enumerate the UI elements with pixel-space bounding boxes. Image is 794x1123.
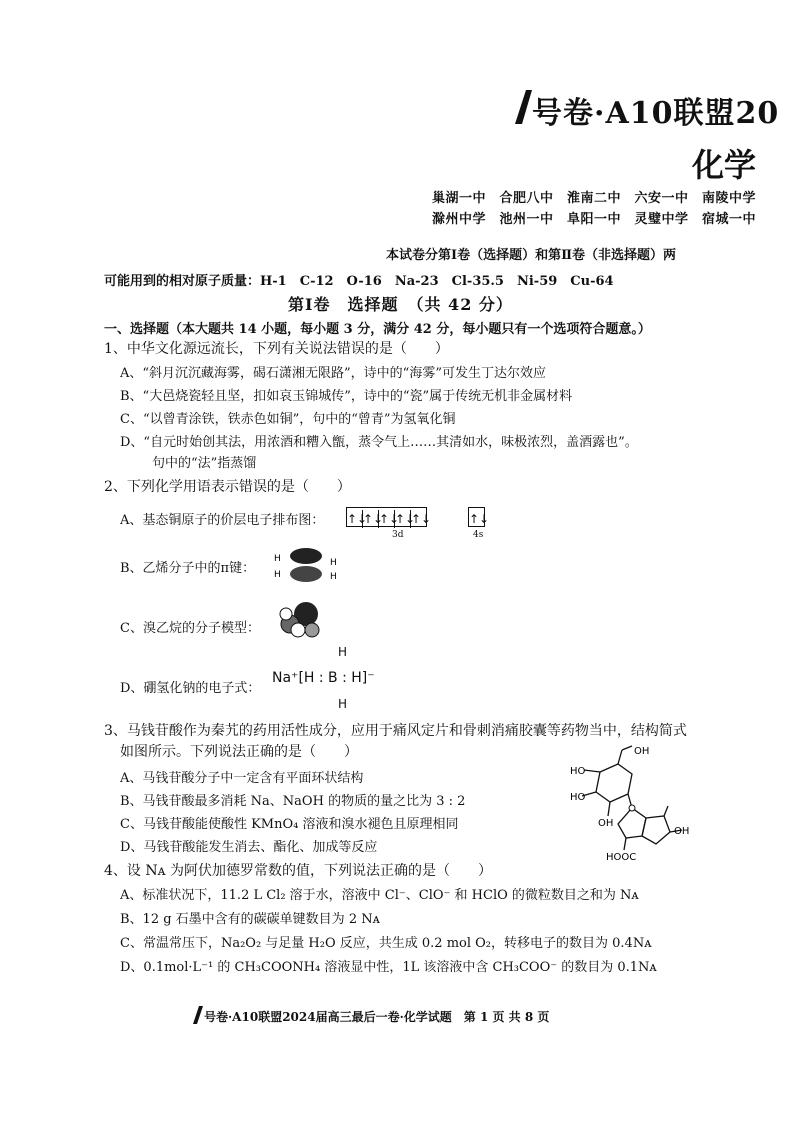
exam-note: 本试卷分第Ⅰ卷（选择题）和第Ⅱ卷（非选择题）两 <box>386 248 677 263</box>
q1-option-d-cont: 句中的“法”指蒸馏 <box>152 456 257 471</box>
q1-option-b: B、“大邑烧瓷轻且坚，扣如哀玉锦城传”，诗中的“瓷”属于传统无机非金属材料 <box>120 389 573 404</box>
q1-option-a: A、“斜月沉沉藏海雾，碣石潇湘无限路”，诗中的“海雾”可发生丁达尔效应 <box>120 366 546 381</box>
struct-oh-right: OH <box>674 826 690 837</box>
q4-option-d: D、0.1mol·L⁻¹ 的 CH₃COONH₄ 溶液显中性，1L 该溶液中含 CH₃COO⁻ 的数目为 0.1Nᴀ <box>120 960 657 975</box>
q3-option-c: C、马钱苷酸能使酸性 KMnO₄ 溶液和溴水褪色且原理相同 <box>120 817 459 832</box>
q1-option-d: D、“自元时始创其法，用浓酒和糟入甑，蒸令气上……其清如水，味极浓烈，盖酒露也”。 <box>120 435 638 450</box>
orbital-3d-cell: ↑↓ <box>379 512 400 526</box>
orbital-3d-box <box>346 507 432 527</box>
q3-stem: 3、马钱苷酸作为秦艽的药用活性成分，应用于痛风定片和骨刺消痛胶囊等药物当中，结构简式 <box>104 723 687 739</box>
struct-oh-bottom: OH <box>598 818 614 829</box>
orbital-3d-cell: ↑↓ <box>395 512 416 526</box>
bromoethane-model-figure <box>276 600 326 640</box>
q4-option-c: C、常温常压下，Na₂O₂ 与足量 H₂O 反应，共生成 0.2 mol O₂，转移电子的数目为 0.4Nᴀ <box>120 936 652 951</box>
q2-option-a: A、基态铜原子的价层电子排布图： <box>120 513 325 528</box>
q3-option-d: D、马钱苷酸能发生消去、酯化、加成等反应 <box>120 840 378 855</box>
q3-stem-cont: 如图所示。下列说法正确的是（ ） <box>120 744 358 760</box>
brand-logo-mark <box>512 88 534 126</box>
ethylene-pi-bond-figure <box>272 545 342 585</box>
section-title: 第Ⅰ卷 选择题 （共 42 分） <box>288 295 513 314</box>
schools-row-2: 滁州中学 池州一中 阜阳一中 灵璧中学 宿城一中 <box>432 212 757 227</box>
schools-row-1: 巢湖一中 合肥八中 淮南二中 六安一中 南陵中学 <box>432 191 757 206</box>
q2-option-b: B、乙烯分子中的π键： <box>120 561 256 576</box>
orbital-3d-cell: ↑↓ <box>411 512 432 526</box>
brand-title: 号卷·A10联盟20 <box>532 96 780 131</box>
q3-option-a: A、马钱苷酸分子中一定含有平面环状结构 <box>120 771 364 786</box>
loganic-acid-structure-figure <box>570 742 695 864</box>
q4-option-b: B、12 g 石墨中含有的碳碳单键数目为 2 Nᴀ <box>120 912 380 927</box>
q4-stem: 4、设 Nᴀ 为阿伏加德罗常数的值，下列说法正确的是（ ） <box>104 863 492 879</box>
orbital-4s-label: 4s <box>473 530 484 540</box>
electron-formula: Na⁺[H : B : H]⁻ <box>272 670 375 686</box>
q1-option-c: C、“以曾青涂铁，铁赤色如铜”，句中的“曾青”为氢氧化铜 <box>120 412 456 427</box>
svg-text:H: H <box>330 572 337 582</box>
orbital-4s-box <box>468 507 490 527</box>
struct-cooh: HOOC <box>606 852 637 863</box>
orbital-4s-cell: ↑↓ <box>469 512 490 526</box>
footer-logo-mark <box>192 1005 204 1025</box>
q2-stem: 2、下列化学用语表示错误的是（ ） <box>104 479 351 495</box>
section-instruction: 一、选择题（本大题共 14 小题，每小题 3 分，满分 42 分，每小题只有一个选项符合题意。） <box>104 322 651 337</box>
q4-option-a: A、标准状况下，11.2 L Cl₂ 溶于水，溶液中 Cl⁻、ClO⁻ 和 HClO 的微粒数目之和为 Nᴀ <box>120 888 639 903</box>
struct-ho-2: HO <box>570 792 586 803</box>
electron-h-top: H <box>338 645 348 659</box>
electron-h-bottom: H <box>338 697 348 711</box>
q1-stem: 1、中华文化源远流长，下列有关说法错误的是（ ） <box>104 341 449 357</box>
svg-text:H: H <box>274 554 281 564</box>
struct-oh-top: OH <box>634 746 650 757</box>
svg-text:H: H <box>330 558 337 568</box>
orbital-3d-label: 3d <box>392 530 404 540</box>
orbital-3d-cell: ↑↓ <box>363 512 384 526</box>
page-footer: 号卷·A10联盟2024届高三最后一卷·化学试题 第 1 页 共 8 页 <box>204 1010 550 1024</box>
q2-option-d: D、硼氢化钠的电子式： <box>120 681 261 696</box>
svg-text:H: H <box>274 570 281 580</box>
q2-option-c: C、溴乙烷的分子模型： <box>120 621 260 636</box>
struct-ho-1: HO <box>570 766 586 777</box>
subject-title: 化学 <box>692 146 757 184</box>
atomic-masses: 可能用到的相对原子质量：H-1 C-12 O-16 Na-23 Cl-35.5 Ni-59 Cu-64 <box>104 274 614 289</box>
orbital-3d-cell: ↑↓ <box>347 512 368 526</box>
q3-option-b: B、马钱苷酸最多消耗 Na、NaOH 的物质的量之比为 3 : 2 <box>120 794 466 809</box>
